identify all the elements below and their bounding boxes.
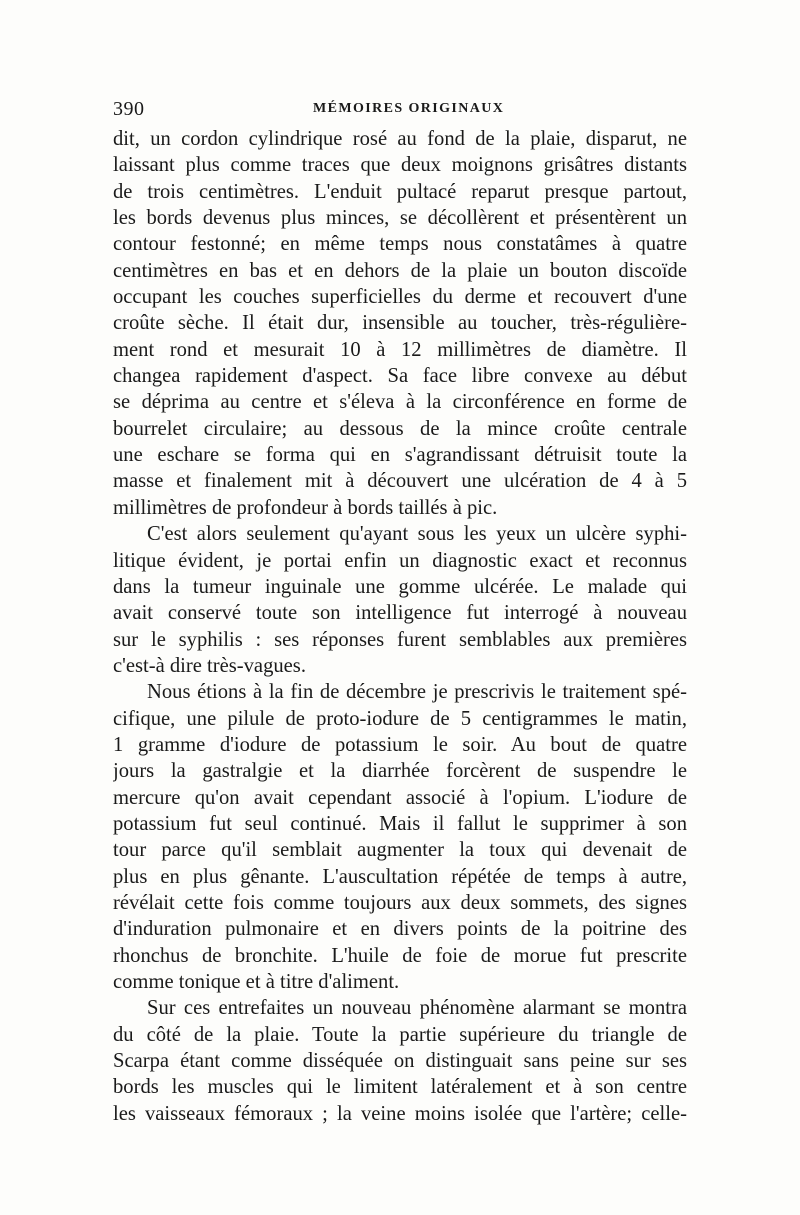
text-line: dans la tumeur inguinale une gomme ulcérée. Le malade qui bbox=[113, 575, 687, 598]
text-line: les bords devenus plus minces, se décollèrent et présentèrent un bbox=[113, 207, 687, 230]
page-header bbox=[113, 96, 687, 122]
paragraph-start-line: C'est alors seulement qu'ayant sous les yeux un ulcère syphi- bbox=[147, 523, 687, 546]
body-text bbox=[113, 126, 687, 1127]
text-line: avait conservé toute son intelligence fut interrogé à nouveau bbox=[113, 602, 687, 625]
text-line: croûte sèche. Il était dur, insensible au toucher, très-régulière- bbox=[113, 312, 687, 335]
paragraph-end-line: c'est-à dire très-vagues. bbox=[113, 654, 306, 677]
text-line: une eschare se forma qui en s'agrandissant détruisit toute la bbox=[113, 444, 687, 467]
text-line: contour festonné; en même temps nous constatâmes à quatre bbox=[113, 233, 687, 256]
text-line: se déprima au centre et s'éleva à la circonférence en forme de bbox=[113, 391, 687, 414]
paragraph-end-line: millimètres de profondeur à bords taillés à pic. bbox=[113, 496, 498, 519]
text-line: 1 gramme d'iodure de potassium le soir. Au bout de quatre bbox=[113, 733, 687, 756]
text-line: cifique, une pilule de proto-iodure de 5 centigrammes le matin, bbox=[113, 707, 687, 730]
text-line: changea rapidement d'aspect. Sa face libre convexe au début bbox=[113, 365, 687, 388]
text-line: dit, un cordon cylindrique rosé au fond de la plaie, disparut, ne bbox=[113, 128, 687, 150]
text-line: masse et finalement mit à découvert une ulcération de 4 à 5 bbox=[113, 470, 687, 493]
paragraph-start-line: Sur ces entrefaites un nouveau phénomène alarmant se montra bbox=[147, 997, 687, 1020]
text-line: laissant plus comme traces que deux moignons grisâtres distants bbox=[113, 154, 687, 177]
text-line: sur le syphilis : ses réponses furent semblables aux premières bbox=[113, 628, 687, 651]
text-line: plus en plus gênante. L'auscultation répétée de temps à autre, bbox=[113, 865, 687, 888]
text-line: litique évident, je portai enfin un diagnostic exact et reconnus bbox=[113, 549, 687, 572]
text-line: d'induration pulmonaire et en divers points de la poitrine des bbox=[113, 918, 687, 941]
text-line: révélait cette fois comme toujours aux deux sommets, des signes bbox=[113, 891, 687, 914]
text-line: de trois centimètres. L'enduit pultacé reparut presque partout, bbox=[113, 180, 687, 203]
text-line: jours la gastralgie et la diarrhée forcèrent de suspendre le bbox=[113, 760, 687, 783]
text-line: centimètres en bas et en dehors de la plaie un bouton discoïde bbox=[113, 259, 687, 282]
text-line: Scarpa étant comme disséquée on distinguait sans peine sur ses bbox=[113, 1050, 687, 1073]
text-line: ment rond et mesurait 10 à 12 millimètres de diamètre. Il bbox=[113, 338, 687, 361]
text-line: bords les muscles qui le limitent latéralement et à son centre bbox=[113, 1076, 687, 1099]
text-line: les vaisseaux fémoraux ; la veine moins isolée que l'artère; celle- bbox=[113, 1102, 687, 1125]
paragraph-start-line: Nous étions à la fin de décembre je prescrivis le traitement spé- bbox=[147, 681, 687, 704]
paragraph-end-line: comme tonique et à titre d'aliment. bbox=[113, 971, 400, 993]
text-line: mercure qu'on avait cependant associé à l'opium. L'iodure de bbox=[113, 786, 687, 809]
text-line: bourrelet circulaire; au dessous de la mince croûte centrale bbox=[113, 417, 687, 440]
text-line: tour parce qu'il semblait augmenter la toux qui devenait de bbox=[113, 839, 687, 862]
text-line: rhonchus de bronchite. L'huile de foie de morue fut prescrite bbox=[113, 944, 687, 967]
running-head: MÉMOIRES ORIGINAUX bbox=[313, 101, 505, 116]
text-line: du côté de la plaie. Toute la partie supérieure du triangle de bbox=[113, 1023, 687, 1046]
text-line: occupant les couches superficielles du derme et recouvert d'une bbox=[113, 286, 687, 309]
page-number: 390 bbox=[113, 98, 145, 120]
text-line: potassium fut seul continué. Mais il fallut le supprimer à son bbox=[113, 812, 687, 835]
